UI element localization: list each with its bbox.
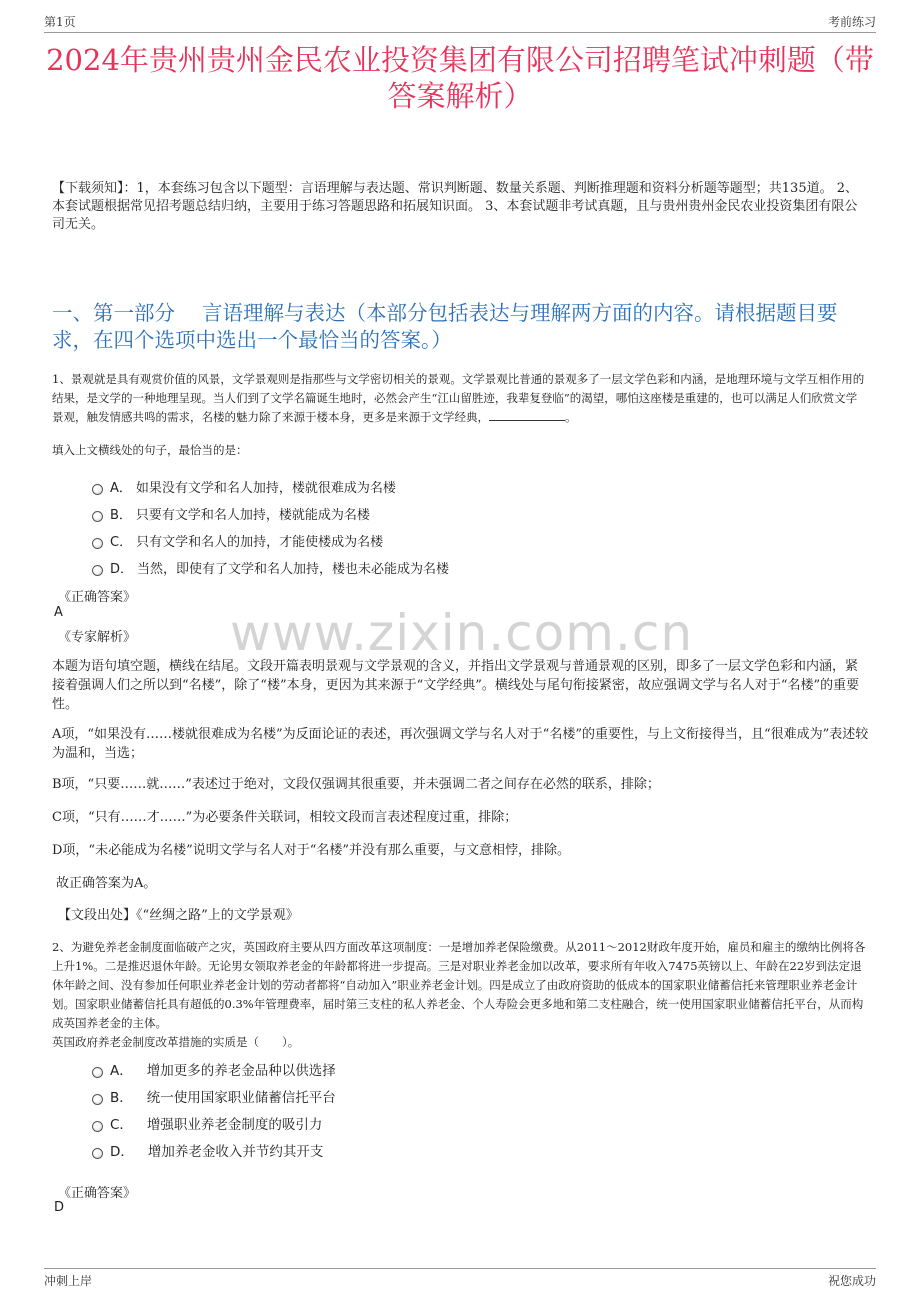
question-2-prompt: 英国政府养老金制度改革措施的实质是（ ）。 [52, 1035, 300, 1049]
radio-icon[interactable] [92, 1121, 103, 1132]
footer-left-text: 冲刺上岸 [44, 1274, 93, 1288]
radio-icon[interactable] [92, 565, 103, 576]
question-1-stem: 1、景观就是具有观赏价值的风景，文学景观则是指那些与文学密切相关的景观。文学景观比普通的景观多了一层文学色彩和内涵，是地理环境与文学互相作用的结果，是文学的一种地理呈现。当人们到了文学名篇诞生地时，必然会产生“江山留胜迹，我辈复登临”的渴望，哪怕这座楼是重建的，也可以满足人们欣赏文学景观，触发情感共鸣的需求，名楼的魅力除了来源于楼本身，更多是来源于文学经典， 。 [52, 372, 865, 424]
radio-icon[interactable] [92, 484, 103, 495]
q2-option-b[interactable]: B． 统一使用国家职业储蓄信托平台 [92, 1086, 336, 1106]
header-label: 考前练习 [827, 15, 876, 29]
q1-option-c[interactable]: C． 只有文学和名人的加持，才能使楼成为名楼 [92, 530, 383, 550]
page-number: 第1页 [44, 15, 76, 29]
watermark: www.zixin.com.cn [230, 604, 694, 662]
download-notice: 【下载须知】：1，本套练习包含以下题型：言语理解与表达题、常识判断题、数量关系题、判断推理题和资料分析题等题型；共135道。 2、本套试题根据常见招考题总结归纳，主要用于练习答题思路和拓展知识面。 3、本套试题非考试真题，且与贵州贵州金民农业投资集团有限公司无关。 [52, 181, 858, 232]
radio-icon[interactable] [92, 1067, 103, 1078]
q1-analysis-paragraph: A项，“如果没有……楼就很难成为名楼”为反面论证的表述，再次强调文学与名人对于“名楼”的重要性，与上文衔接得当，且“很难成为”表述较为温和，当选； [52, 727, 869, 761]
section-heading: 一、第一部分 言语理解与表达（本部分包括表达与理解两方面的内容。请根据题目要求，在四个选项中选出一个最恰当的答案。） [52, 301, 838, 352]
q1-analysis-paragraph: C项，“只有……才……”为必要条件关联词，相较文段而言表述程度过重，排除； [52, 810, 518, 825]
q1-analysis-paragraph: 本题为语句填空题，横线在结尾。文段开篇表明景观与文学景观的含义，并指出文学景观与普通景观的区别，即多了一层文学色彩和内涵，紧接着强调人们之所以到“名楼”，除了“楼”本身，更因为其来源于“文学经典”。横线处与尾句衔接紧密，故应强调文学与名人对于“名楼”的重要性。 [52, 659, 860, 712]
q1-option-a[interactable]: A． 如果没有文学和名人加持，楼就很难成为名楼 [92, 476, 396, 496]
q2-answer-label: 《正确答案》 [58, 1186, 137, 1201]
q1-analysis-label: 《专家解析》 [58, 630, 137, 645]
radio-icon[interactable] [92, 511, 103, 522]
q2-option-d[interactable]: D． 增加养老金收入并节约其开支 [92, 1140, 323, 1160]
radio-icon[interactable] [92, 1148, 103, 1159]
radio-icon[interactable] [92, 1094, 103, 1105]
answer-blank [489, 410, 565, 421]
question-2-stem: 2、为避免养老金制度面临破产之灾，英国政府主要从四方面改革这项制度：一是增加养老保险缴费。从2011～2012财政年度开始，雇员和雇主的缴纳比例将各上升1%。二是推迟退休年龄。无论男女领取养老金的年龄都将进一步提高。三是对职业养老金加以改革，要求所有年收入7475英镑以上、年龄在22岁到法定退休年龄之间、没有参加任何职业养老金计划的劳动者都将“自动加入”职业养老金计划。四是成立了由政府资助的低成本的国家职业储蓄信托来管理职业养老金计划。国家职业储蓄信托具有超低的0.3%年管理费率，届时第三支柱的私人养老金、个人寿险会更多地和第二支柱融合，统一使用国家职业储蓄信托平台，从而构成英国养老金的主体。 [52, 940, 866, 1030]
q2-option-c[interactable]: C． 增强职业养老金制度的吸引力 [92, 1113, 322, 1133]
q2-option-a[interactable]: A． 增加更多的养老金品种以供选择 [92, 1059, 336, 1079]
radio-icon[interactable] [92, 538, 103, 549]
q1-answer: A [54, 605, 63, 620]
header-divider [44, 32, 876, 33]
q1-answer-label: 《正确答案》 [58, 590, 137, 605]
q1-analysis-paragraph: D项，“未必能成为名楼”说明文学与名人对于“名楼”并没有那么重要，与文意相悖，排除。 [52, 843, 571, 858]
question-1-prompt: 填入上文横线处的句子，最恰当的是： [52, 443, 248, 457]
q1-option-b[interactable]: B． 只要有文学和名人加持，楼就能成为名楼 [92, 503, 370, 523]
q1-conclusion: 故正确答案为A。 [56, 876, 157, 891]
footer-right-text: 祝您成功 [827, 1274, 876, 1288]
document-title: 2024年贵州贵州金民农业投资集团有限公司招聘笔试冲刺题（带答案解析） [46, 43, 874, 113]
q2-answer: D [54, 1200, 65, 1215]
q1-source: 【文段出处】《“丝绸之路”上的文学景观》 [58, 908, 299, 923]
footer-divider [44, 1268, 876, 1269]
q1-option-d[interactable]: D． 当然，即使有了文学和名人加持，楼也未必能成为名楼 [92, 557, 449, 577]
q1-analysis-paragraph: B项，“只要……就……”表述过于绝对，文段仅强调其很重要，并未强调二者之间存在必然的联系，排除； [52, 777, 660, 792]
